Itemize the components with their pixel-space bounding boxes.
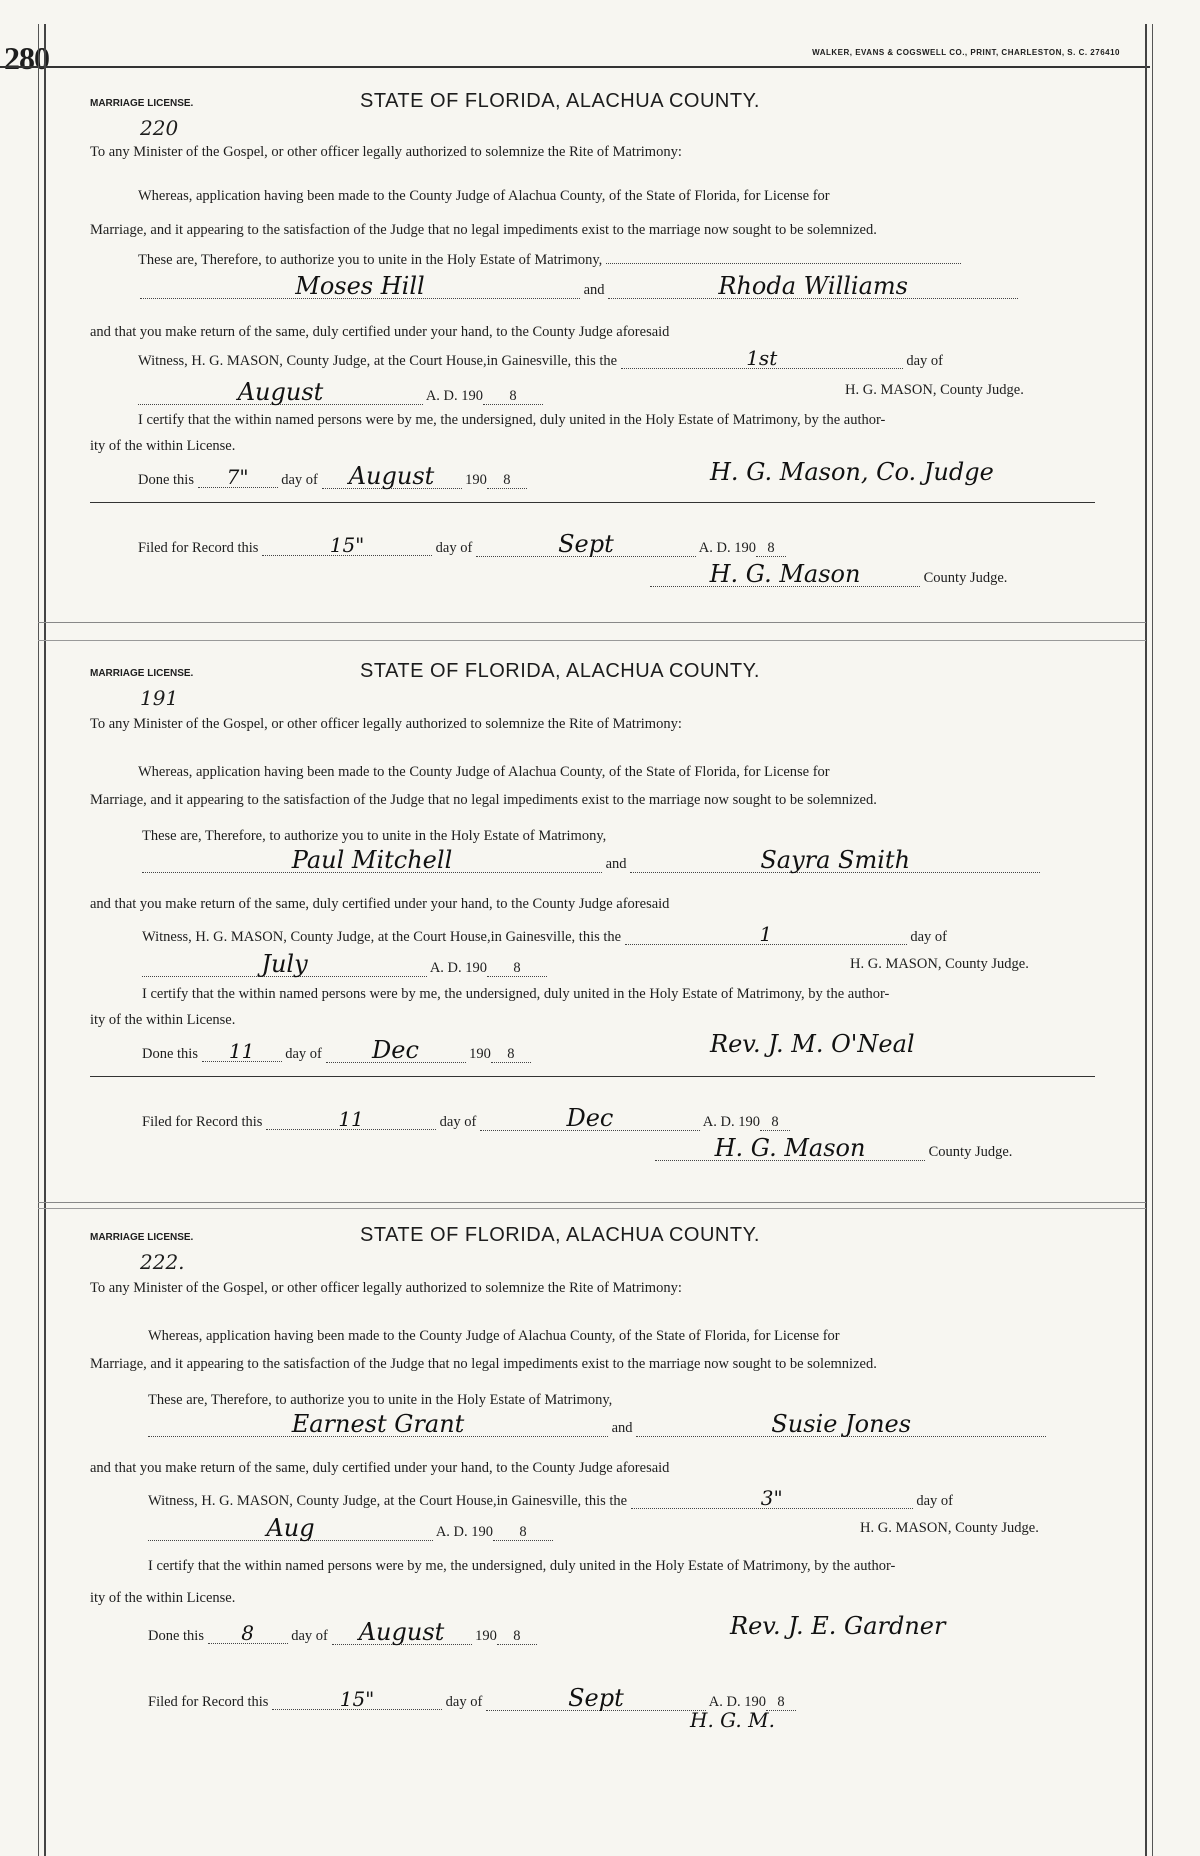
these-are-line: These are, Therefore, to authorize you to unite in the Holy Estate of Matrimony, <box>148 1392 613 1408</box>
and-label: and <box>583 282 605 298</box>
judge-line: H. G. MASON, County Judge. <box>860 1520 1039 1536</box>
day-of-label: day of <box>910 929 947 945</box>
whereas-line: Whereas, application having been made to the County Judge of Alachua County, of the State of Florida, for License for <box>138 764 830 780</box>
ad-label: A. D. 190 <box>425 388 484 404</box>
filed-label: Filed for Record this <box>148 1694 269 1710</box>
done-month: Dec <box>326 1038 466 1063</box>
license-divider <box>38 622 1146 623</box>
these-are-text: These are, Therefore, to authorize you to unite in the Holy Estate of Matrimony, <box>138 252 603 268</box>
done-line <box>148 1620 537 1645</box>
officiant-signature: Rev. J. M. O'Neal <box>710 1030 915 1058</box>
done-label: Done this <box>148 1628 204 1644</box>
done-day: 7" <box>198 467 278 488</box>
these-are-fill <box>606 263 961 264</box>
filed-label: Filed for Record this <box>142 1114 263 1130</box>
judge-line: H. G. MASON, County Judge. <box>850 956 1029 972</box>
record-separator <box>90 1076 1095 1077</box>
filed-signature: H. G. M. <box>690 1708 775 1732</box>
ity-line: ity of the within License. <box>90 1590 236 1606</box>
license-label: MARRIAGE LICENSE. <box>90 1232 194 1243</box>
marriage-line: Marriage, and it appearing to the satisfaction of the Judge that no legal impediments exist to the marriage now sought to be solemnized. <box>90 792 877 808</box>
license-label: MARRIAGE LICENSE. <box>90 98 194 109</box>
license-number: 222. <box>140 1250 185 1274</box>
issue-month: Aug <box>148 1516 433 1541</box>
intro-line: To any Minister of the Gospel, or other officer legally authorized to solemnize the Rite of Matrimony: <box>90 1280 682 1296</box>
filed-signature: H. G. Mason <box>655 1136 925 1161</box>
filed-day-of: day of <box>435 540 473 556</box>
judge-line: H. G. MASON, County Judge. <box>845 382 1024 398</box>
witness-text: Witness, H. G. MASON, County Judge, at the Court House,in Gainesville, this the <box>142 929 622 945</box>
done-day-of: day of <box>281 472 318 488</box>
intro-line: To any Minister of the Gospel, or other officer legally authorized to solemnize the Rite of Matrimony: <box>90 716 682 732</box>
certify-line: I certify that the within named persons were by me, the undersigned, duly united in the Holy Estate of Matrimony, by the author- <box>142 986 890 1002</box>
license-label: MARRIAGE LICENSE. <box>90 668 194 679</box>
done-line <box>138 464 527 489</box>
filed-label: Filed for Record this <box>138 540 259 556</box>
groom-name: Paul Mitchell <box>142 848 602 873</box>
issue-year: 8 <box>487 961 547 977</box>
whereas-line: Whereas, application having been made to the County Judge of Alachua County, of the State of Florida, for License for <box>138 188 830 204</box>
whereas-line: Whereas, application having been made to the County Judge of Alachua County, of the State of Florida, for License for <box>148 1328 840 1344</box>
these-are-line <box>138 252 961 269</box>
these-are-line: These are, Therefore, to authorize you to unite in the Holy Estate of Matrimony, <box>142 828 607 844</box>
witness-line <box>138 348 943 370</box>
county-judge-label: County Judge. <box>923 570 1008 586</box>
done-label: Done this <box>138 472 194 488</box>
ity-line: ity of the within License. <box>90 438 236 454</box>
done-day: 8 <box>208 1623 288 1644</box>
license-number: 191 <box>140 686 179 710</box>
county-judge-label: County Judge. <box>928 1144 1013 1160</box>
license-title: STATE OF FLORIDA, ALACHUA COUNTY. <box>360 90 760 112</box>
officiant-signature: Rev. J. E. Gardner <box>730 1612 946 1640</box>
parties-line <box>148 1412 1046 1437</box>
day-of-label: day of <box>906 353 943 369</box>
witness-text: Witness, H. G. MASON, County Judge, at the Court House,in Gainesville, this the <box>138 353 618 369</box>
filed-judge-line <box>650 562 1007 587</box>
issue-day: 1 <box>625 924 907 945</box>
filed-year: 8 <box>756 541 786 557</box>
record-separator <box>90 502 1095 503</box>
certify-line: I certify that the within named persons were by me, the undersigned, duly united in the Holy Estate of Matrimony, by the author- <box>148 1558 896 1574</box>
issue-day: 3" <box>631 1488 913 1509</box>
officiant-signature: H. G. Mason, Co. Judge <box>710 458 994 486</box>
filed-day-of: day of <box>439 1114 477 1130</box>
certify-line: I certify that the within named persons were by me, the undersigned, duly united in the Holy Estate of Matrimony, by the author- <box>138 412 886 428</box>
issue-month: August <box>138 380 423 405</box>
bride-name: Rhoda Williams <box>608 274 1018 299</box>
groom-name: Moses Hill <box>140 274 580 299</box>
margin-line-left <box>38 24 39 1856</box>
issue-day: 1st <box>621 348 903 369</box>
printer-imprint: WALKER, EVANS & COGSWELL CO., PRINT, CHARLESTON, S. C. 276410 <box>812 48 1120 57</box>
done-month: August <box>322 464 462 489</box>
filed-line <box>138 532 786 557</box>
issue-date-line <box>138 380 543 405</box>
and-label: and <box>611 1420 633 1436</box>
license-title: STATE OF FLORIDA, ALACHUA COUNTY. <box>360 1224 760 1246</box>
marriage-line: Marriage, and it appearing to the satisfaction of the Judge that no legal impediments exist to the marriage now sought to be solemnized. <box>90 222 877 238</box>
margin-line-right <box>1145 24 1147 1856</box>
margin-line-left-double <box>44 24 46 1856</box>
parties-line <box>142 848 1040 873</box>
ad-label: A. D. 190 <box>435 1524 494 1540</box>
filed-year: 8 <box>766 1695 796 1711</box>
license-divider-thin <box>38 1208 1146 1209</box>
done-year: 8 <box>497 1629 537 1645</box>
issue-month: July <box>142 952 427 977</box>
ad-label: A. D. 190 <box>429 960 488 976</box>
filed-day: 11 <box>266 1109 436 1130</box>
license-number: 220 <box>140 116 179 140</box>
filed-day: 15" <box>272 1689 442 1710</box>
done-day-of: day of <box>291 1628 328 1644</box>
filed-ad: A. D. 190 <box>702 1114 760 1130</box>
done-day: 11 <box>202 1041 282 1062</box>
witness-line <box>148 1488 953 1510</box>
filed-month: Sept <box>486 1686 706 1711</box>
top-rule <box>0 66 1150 68</box>
done-year-prefix: 190 <box>469 1046 491 1062</box>
filed-judge-line <box>655 1136 1012 1161</box>
done-year: 8 <box>487 473 527 489</box>
filed-ad: A. D. 190 <box>698 540 756 556</box>
parties-line <box>140 274 1018 299</box>
filed-year: 8 <box>760 1115 790 1131</box>
return-line: and that you make return of the same, duly certified under your hand, to the County Judge aforesaid <box>90 896 670 912</box>
day-of-label: day of <box>916 1493 953 1509</box>
done-year-prefix: 190 <box>465 472 487 488</box>
ity-line: ity of the within License. <box>90 1012 236 1028</box>
bride-name: Susie Jones <box>636 1412 1046 1437</box>
done-month: August <box>332 1620 472 1645</box>
issue-date-line <box>142 952 547 977</box>
done-day-of: day of <box>285 1046 322 1062</box>
done-year-prefix: 190 <box>475 1628 497 1644</box>
issue-year: 8 <box>483 389 543 405</box>
witness-text: Witness, H. G. MASON, County Judge, at the Court House,in Gainesville, this the <box>148 1493 628 1509</box>
bride-name: Sayra Smith <box>630 848 1040 873</box>
done-year: 8 <box>491 1047 531 1063</box>
groom-name: Earnest Grant <box>148 1412 608 1437</box>
intro-line: To any Minister of the Gospel, or other officer legally authorized to solemnize the Rite of Matrimony: <box>90 144 682 160</box>
done-line <box>142 1038 531 1063</box>
return-line: and that you make return of the same, duly certified under your hand, to the County Judge aforesaid <box>90 324 670 340</box>
marriage-line: Marriage, and it appearing to the satisfaction of the Judge that no legal impediments exist to the marriage now sought to be solemnized. <box>90 1356 877 1372</box>
and-label: and <box>605 856 627 872</box>
issue-year: 8 <box>493 1525 553 1541</box>
filed-ad: A. D. 190 <box>708 1694 766 1710</box>
filed-signature: H. G. Mason <box>650 562 920 587</box>
license-divider <box>38 1202 1146 1203</box>
issue-date-line <box>148 1516 553 1541</box>
filed-line <box>142 1106 790 1131</box>
filed-month: Dec <box>480 1106 700 1131</box>
license-divider-thin <box>38 640 1146 641</box>
margin-line-right-double <box>1152 24 1153 1856</box>
witness-line <box>142 924 947 946</box>
filed-day: 15" <box>262 535 432 556</box>
done-label: Done this <box>142 1046 198 1062</box>
page-number: 280 <box>4 40 49 76</box>
license-title: STATE OF FLORIDA, ALACHUA COUNTY. <box>360 660 760 682</box>
filed-day-of: day of <box>445 1694 483 1710</box>
filed-month: Sept <box>476 532 696 557</box>
return-line: and that you make return of the same, duly certified under your hand, to the County Judge aforesaid <box>90 1460 670 1476</box>
